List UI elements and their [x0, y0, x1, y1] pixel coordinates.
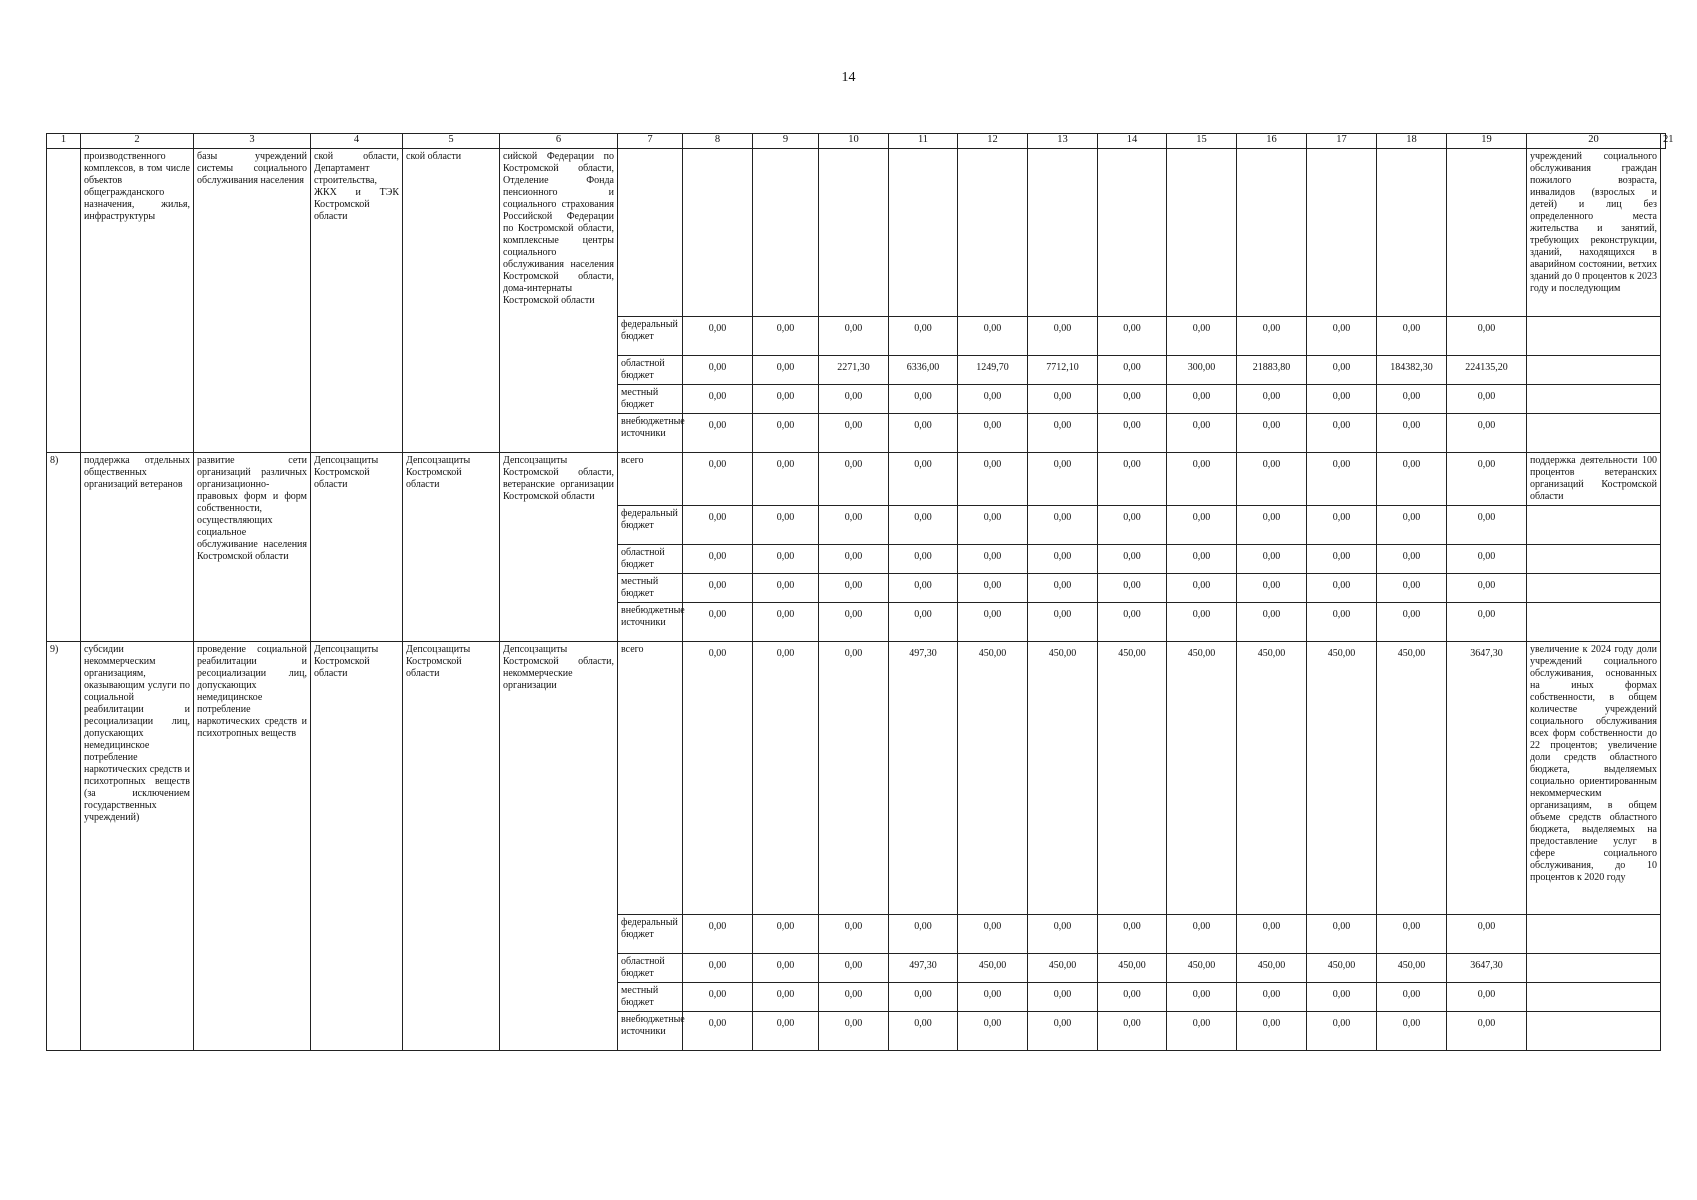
value-cell: [683, 149, 753, 317]
value-cell: 0,00: [1098, 1012, 1167, 1051]
value-cell: 0,00: [819, 317, 889, 356]
value-cell: 450,00: [1377, 642, 1447, 915]
value-cell: 0,00: [819, 453, 889, 506]
measure-name-cell: производственного комплексов, в том числе объектов общегражданского назначения, жилья, инфраструктуры: [81, 149, 194, 453]
expected-result-cell: [1527, 954, 1661, 983]
value-cell: 0,00: [753, 642, 819, 915]
expected-result-cell: [1527, 506, 1661, 545]
value-cell: 0,00: [1167, 545, 1237, 574]
value-cell: 0,00: [1167, 385, 1237, 414]
value-cell: [889, 149, 958, 317]
value-cell: 0,00: [1237, 603, 1307, 642]
value-cell: 450,00: [1167, 954, 1237, 983]
value-cell: 0,00: [1028, 317, 1098, 356]
value-cell: 0,00: [1447, 385, 1527, 414]
funding-source-cell: внебюджетные источники: [618, 1012, 683, 1051]
value-cell: 450,00: [1028, 642, 1098, 915]
header-row: [47, 134, 1666, 149]
value-cell: 0,00: [1447, 915, 1527, 954]
value-cell: [819, 149, 889, 317]
value-cell: 7712,10: [1028, 356, 1098, 385]
value-cell: 0,00: [1377, 1012, 1447, 1051]
header-cell: 17: [1307, 134, 1377, 149]
value-cell: 0,00: [1377, 983, 1447, 1012]
expected-result-cell: [1527, 414, 1661, 453]
value-cell: 0,00: [683, 356, 753, 385]
value-cell: 0,00: [819, 915, 889, 954]
value-cell: 0,00: [683, 642, 753, 915]
header-cell: 19: [1447, 134, 1527, 149]
funding-source-cell: федеральный бюджет: [618, 317, 683, 356]
value-cell: 0,00: [958, 983, 1028, 1012]
value-cell: 0,00: [1447, 574, 1527, 603]
funding-source-cell: федеральный бюджет: [618, 915, 683, 954]
value-cell: 0,00: [1377, 453, 1447, 506]
value-cell: 0,00: [1307, 356, 1377, 385]
header-cell: 21: [1661, 134, 1666, 149]
header-cell: 8: [683, 134, 753, 149]
value-cell: 0,00: [1028, 545, 1098, 574]
funding-source-cell: федеральный бюджет: [618, 506, 683, 545]
value-cell: 0,00: [1098, 453, 1167, 506]
item-number-cell: 9): [47, 642, 81, 1051]
value-cell: 0,00: [1447, 545, 1527, 574]
value-cell: 0,00: [1307, 453, 1377, 506]
value-cell: 0,00: [1447, 983, 1527, 1012]
value-cell: 0,00: [1237, 574, 1307, 603]
value-cell: 0,00: [1167, 414, 1237, 453]
header-cell: 14: [1098, 134, 1167, 149]
header-cell: 12: [958, 134, 1028, 149]
value-cell: 3647,30: [1447, 642, 1527, 915]
responsible-cell: ской области, Департамент строительства, ЖКХ и ТЭК Костромской области: [311, 149, 403, 453]
value-cell: 0,00: [683, 983, 753, 1012]
value-cell: 0,00: [1028, 915, 1098, 954]
value-cell: 0,00: [1098, 545, 1167, 574]
header-cell: 3: [194, 134, 311, 149]
value-cell: 0,00: [819, 545, 889, 574]
table-body: [47, 149, 1666, 1051]
value-cell: 0,00: [1028, 574, 1098, 603]
value-cell: 1249,70: [958, 356, 1028, 385]
value-cell: 0,00: [1307, 983, 1377, 1012]
value-cell: 0,00: [753, 385, 819, 414]
value-cell: 0,00: [683, 506, 753, 545]
value-cell: 0,00: [819, 1012, 889, 1051]
value-cell: 0,00: [1098, 574, 1167, 603]
value-cell: 0,00: [1167, 915, 1237, 954]
value-cell: 0,00: [753, 506, 819, 545]
value-cell: 0,00: [1307, 603, 1377, 642]
value-cell: 0,00: [1377, 506, 1447, 545]
value-cell: 0,00: [958, 603, 1028, 642]
executors-cell: Депсоцзащиты Костромской области, некоммерческие организации: [500, 642, 618, 1051]
value-cell: 0,00: [1377, 603, 1447, 642]
expected-result-cell: учреждений социального обслуживания граждан пожилого возраста, инвалидов (взрослых и детей) и лиц без определенного места жительства и занятий, требующих реконструкции, зданий, находящихся в аварийном состоянии, ветхих зданий до 0 процентов к 2023 году и последующим: [1527, 149, 1661, 317]
value-cell: 497,30: [889, 954, 958, 983]
funding-source-cell: местный бюджет: [618, 983, 683, 1012]
value-cell: 0,00: [1028, 983, 1098, 1012]
value-cell: 450,00: [1307, 954, 1377, 983]
value-cell: 0,00: [1237, 983, 1307, 1012]
value-cell: 0,00: [1377, 414, 1447, 453]
value-cell: 0,00: [889, 983, 958, 1012]
value-cell: 0,00: [1237, 506, 1307, 545]
value-cell: 0,00: [958, 317, 1028, 356]
header-cell: 13: [1028, 134, 1098, 149]
value-cell: 0,00: [1447, 453, 1527, 506]
value-cell: 0,00: [1237, 453, 1307, 506]
header-cell: 15: [1167, 134, 1237, 149]
expected-result-cell: поддержка деятельности 100 процентов ветеранских организаций Костромской области: [1527, 453, 1661, 506]
value-cell: 0,00: [753, 603, 819, 642]
value-cell: 0,00: [958, 453, 1028, 506]
value-cell: 0,00: [1098, 385, 1167, 414]
value-cell: 0,00: [889, 574, 958, 603]
value-cell: 0,00: [819, 506, 889, 545]
value-cell: 0,00: [1028, 603, 1098, 642]
value-cell: [1098, 149, 1167, 317]
value-cell: 0,00: [1237, 317, 1307, 356]
value-cell: 184382,30: [1377, 356, 1447, 385]
value-cell: 0,00: [1098, 915, 1167, 954]
objective-cell: развитие сети организаций различных организационно-правовых форм и форм собственности, осуществляющих социальное обслуживание населения Костромской области: [194, 453, 311, 642]
value-cell: 0,00: [753, 1012, 819, 1051]
value-cell: 0,00: [1237, 385, 1307, 414]
value-cell: 0,00: [1167, 453, 1237, 506]
item-number-cell: [47, 149, 81, 453]
header-cell: 10: [819, 134, 889, 149]
value-cell: 0,00: [958, 506, 1028, 545]
value-cell: 0,00: [1098, 414, 1167, 453]
value-cell: 0,00: [1307, 385, 1377, 414]
value-cell: 497,30: [889, 642, 958, 915]
header-cell: 6: [500, 134, 618, 149]
value-cell: 450,00: [1098, 642, 1167, 915]
measure-name-cell: поддержка отдельных общественных организаций ветеранов: [81, 453, 194, 642]
value-cell: 0,00: [958, 414, 1028, 453]
value-cell: 0,00: [1237, 1012, 1307, 1051]
value-cell: 0,00: [1377, 317, 1447, 356]
value-cell: 0,00: [753, 954, 819, 983]
value-cell: 0,00: [683, 385, 753, 414]
measure-name-cell: субсидии некоммерческим организациям, оказывающим услуги по социальной реабилитации и ресоциализации лиц, допускающих немедицинское потребление наркотических средств и психотропных веществ (за исключением государственных учреждений): [81, 642, 194, 1051]
coordinator-cell: Депсоцзащиты Костромской области: [403, 453, 500, 642]
value-cell: 0,00: [958, 545, 1028, 574]
value-cell: 0,00: [1237, 915, 1307, 954]
value-cell: 0,00: [1377, 385, 1447, 414]
value-cell: 450,00: [1237, 954, 1307, 983]
value-cell: [1167, 149, 1237, 317]
value-cell: 0,00: [1447, 603, 1527, 642]
value-cell: 0,00: [683, 954, 753, 983]
value-cell: 0,00: [1167, 1012, 1237, 1051]
funding-source-cell: областной бюджет: [618, 356, 683, 385]
value-cell: [753, 149, 819, 317]
funding-source-cell: внебюджетные источники: [618, 603, 683, 642]
value-cell: 0,00: [889, 385, 958, 414]
value-cell: 0,00: [889, 545, 958, 574]
value-cell: 224135,20: [1447, 356, 1527, 385]
expected-result-cell: [1527, 915, 1661, 954]
header-cell: 5: [403, 134, 500, 149]
value-cell: 0,00: [683, 453, 753, 506]
value-cell: 0,00: [819, 603, 889, 642]
header-cell: 9: [753, 134, 819, 149]
value-cell: 0,00: [1237, 414, 1307, 453]
executors-cell: сийской Федерации по Костромской области, Отделение Фонда пенсионного и социального страхования Российской Федерации по Костромской области, комплексные центры социального обслуживания населения Костромской области, дома-интернаты Костромской области: [500, 149, 618, 453]
header-cell: 20: [1527, 134, 1661, 149]
expected-result-cell: [1527, 983, 1661, 1012]
header-cell: 1: [47, 134, 81, 149]
value-cell: 0,00: [958, 915, 1028, 954]
value-cell: 0,00: [1167, 983, 1237, 1012]
value-cell: 0,00: [1447, 317, 1527, 356]
value-cell: 0,00: [1237, 545, 1307, 574]
value-cell: 0,00: [753, 574, 819, 603]
value-cell: 0,00: [683, 545, 753, 574]
value-cell: 450,00: [1028, 954, 1098, 983]
responsible-cell: Депсоцзащиты Костромской области: [311, 453, 403, 642]
value-cell: 0,00: [889, 1012, 958, 1051]
funding-source-cell: [618, 149, 683, 317]
value-cell: 0,00: [753, 983, 819, 1012]
value-cell: 0,00: [819, 574, 889, 603]
header-cell: 4: [311, 134, 403, 149]
value-cell: 0,00: [753, 915, 819, 954]
value-cell: 0,00: [1307, 1012, 1377, 1051]
value-cell: 450,00: [958, 954, 1028, 983]
value-cell: 0,00: [1307, 915, 1377, 954]
value-cell: 450,00: [1098, 954, 1167, 983]
value-cell: 0,00: [958, 574, 1028, 603]
objective-cell: базы учреждений системы социального обслуживания населения: [194, 149, 311, 453]
funding-source-cell: внебюджетные источники: [618, 414, 683, 453]
value-cell: 0,00: [1307, 317, 1377, 356]
page-number: 14: [841, 70, 856, 85]
expected-result-cell: увеличение к 2024 году доли учреждений социального обслуживания, основанных на иных формах собственности, в общем количестве учреждений социального обслуживания всех форм собственности до 22 процентов; увеличение доли средств областного бюджета, выделяемых социально ориентированным некоммерческим организациям, в общем объеме средств областного бюджета, выделяемых на предоставление услуг в сфере социального обслуживания, до 10 процентов к 2020 году: [1527, 642, 1661, 915]
funding-source-cell: областной бюджет: [618, 545, 683, 574]
value-cell: 0,00: [1377, 545, 1447, 574]
value-cell: 0,00: [1098, 317, 1167, 356]
value-cell: 0,00: [753, 317, 819, 356]
value-cell: 0,00: [1167, 574, 1237, 603]
funding-source-cell: областной бюджет: [618, 954, 683, 983]
value-cell: 0,00: [683, 1012, 753, 1051]
value-cell: [1237, 149, 1307, 317]
value-cell: 0,00: [753, 356, 819, 385]
value-cell: 0,00: [1028, 506, 1098, 545]
value-cell: 0,00: [1307, 574, 1377, 603]
expected-result-cell: [1527, 545, 1661, 574]
value-cell: 0,00: [1098, 506, 1167, 545]
value-cell: 0,00: [819, 954, 889, 983]
program-table: [46, 133, 1674, 1051]
header-cell: 16: [1237, 134, 1307, 149]
value-cell: 0,00: [1167, 317, 1237, 356]
value-cell: 0,00: [683, 915, 753, 954]
expected-result-cell: [1527, 574, 1661, 603]
funding-source-cell: местный бюджет: [618, 385, 683, 414]
value-cell: 0,00: [1098, 356, 1167, 385]
value-cell: 0,00: [1377, 574, 1447, 603]
expected-result-cell: [1527, 385, 1661, 414]
funding-source-cell: местный бюджет: [618, 574, 683, 603]
value-cell: 0,00: [753, 453, 819, 506]
value-cell: [1447, 149, 1527, 317]
value-cell: 0,00: [1377, 915, 1447, 954]
coordinator-cell: ской области: [403, 149, 500, 453]
table-row: [47, 149, 1666, 317]
value-cell: 300,00: [1167, 356, 1237, 385]
funding-source-cell: всего: [618, 453, 683, 506]
value-cell: [1307, 149, 1377, 317]
coordinator-cell: Депсоцзащиты Костромской области: [403, 642, 500, 1051]
value-cell: 6336,00: [889, 356, 958, 385]
value-cell: 0,00: [1447, 1012, 1527, 1051]
value-cell: 0,00: [753, 545, 819, 574]
expected-result-cell: [1527, 603, 1661, 642]
item-number-cell: 8): [47, 453, 81, 642]
table-row: [47, 642, 1666, 915]
value-cell: 0,00: [958, 385, 1028, 414]
value-cell: 0,00: [819, 385, 889, 414]
value-cell: 0,00: [889, 915, 958, 954]
value-cell: 0,00: [683, 317, 753, 356]
value-cell: 0,00: [819, 642, 889, 915]
value-cell: 0,00: [1028, 453, 1098, 506]
expected-result-cell: [1527, 356, 1661, 385]
expected-result-cell: [1527, 1012, 1661, 1051]
header-cell: 2: [81, 134, 194, 149]
value-cell: 0,00: [753, 414, 819, 453]
value-cell: 0,00: [889, 506, 958, 545]
value-cell: [1377, 149, 1447, 317]
value-cell: 2271,30: [819, 356, 889, 385]
value-cell: 0,00: [958, 1012, 1028, 1051]
funding-source-cell: всего: [618, 642, 683, 915]
value-cell: 0,00: [1167, 603, 1237, 642]
value-cell: 0,00: [1028, 385, 1098, 414]
value-cell: 0,00: [683, 603, 753, 642]
value-cell: 0,00: [889, 603, 958, 642]
value-cell: 0,00: [1028, 1012, 1098, 1051]
value-cell: 0,00: [1167, 506, 1237, 545]
value-cell: 450,00: [1237, 642, 1307, 915]
value-cell: 0,00: [819, 414, 889, 453]
header-cell: 11: [889, 134, 958, 149]
value-cell: [1028, 149, 1098, 317]
value-cell: 0,00: [1447, 414, 1527, 453]
value-cell: 0,00: [1307, 414, 1377, 453]
value-cell: 0,00: [1098, 983, 1167, 1012]
value-cell: 0,00: [1098, 603, 1167, 642]
header-cell: 7: [618, 134, 683, 149]
executors-cell: Депсоцзащиты Костромской области, ветеранские организации Костромской области: [500, 453, 618, 642]
value-cell: 3647,30: [1447, 954, 1527, 983]
value-cell: 0,00: [819, 983, 889, 1012]
value-cell: 0,00: [683, 574, 753, 603]
value-cell: 0,00: [889, 414, 958, 453]
value-cell: 450,00: [1377, 954, 1447, 983]
value-cell: 21883,80: [1237, 356, 1307, 385]
value-cell: 0,00: [1447, 506, 1527, 545]
value-cell: 0,00: [889, 317, 958, 356]
value-cell: 450,00: [958, 642, 1028, 915]
value-cell: 450,00: [1307, 642, 1377, 915]
value-cell: 0,00: [1028, 414, 1098, 453]
header-cell: 18: [1377, 134, 1447, 149]
table-row: [47, 453, 1666, 506]
value-cell: 0,00: [889, 453, 958, 506]
value-cell: 0,00: [683, 414, 753, 453]
responsible-cell: Депсоцзащиты Костромской области: [311, 642, 403, 1051]
value-cell: [958, 149, 1028, 317]
objective-cell: проведение социальной реабилитации и ресоциализации лиц, допускающих немедицинское потребление наркотических средств и психотропных веществ: [194, 642, 311, 1051]
value-cell: 0,00: [1307, 506, 1377, 545]
value-cell: 0,00: [1307, 545, 1377, 574]
expected-result-cell: [1527, 317, 1661, 356]
value-cell: 450,00: [1167, 642, 1237, 915]
